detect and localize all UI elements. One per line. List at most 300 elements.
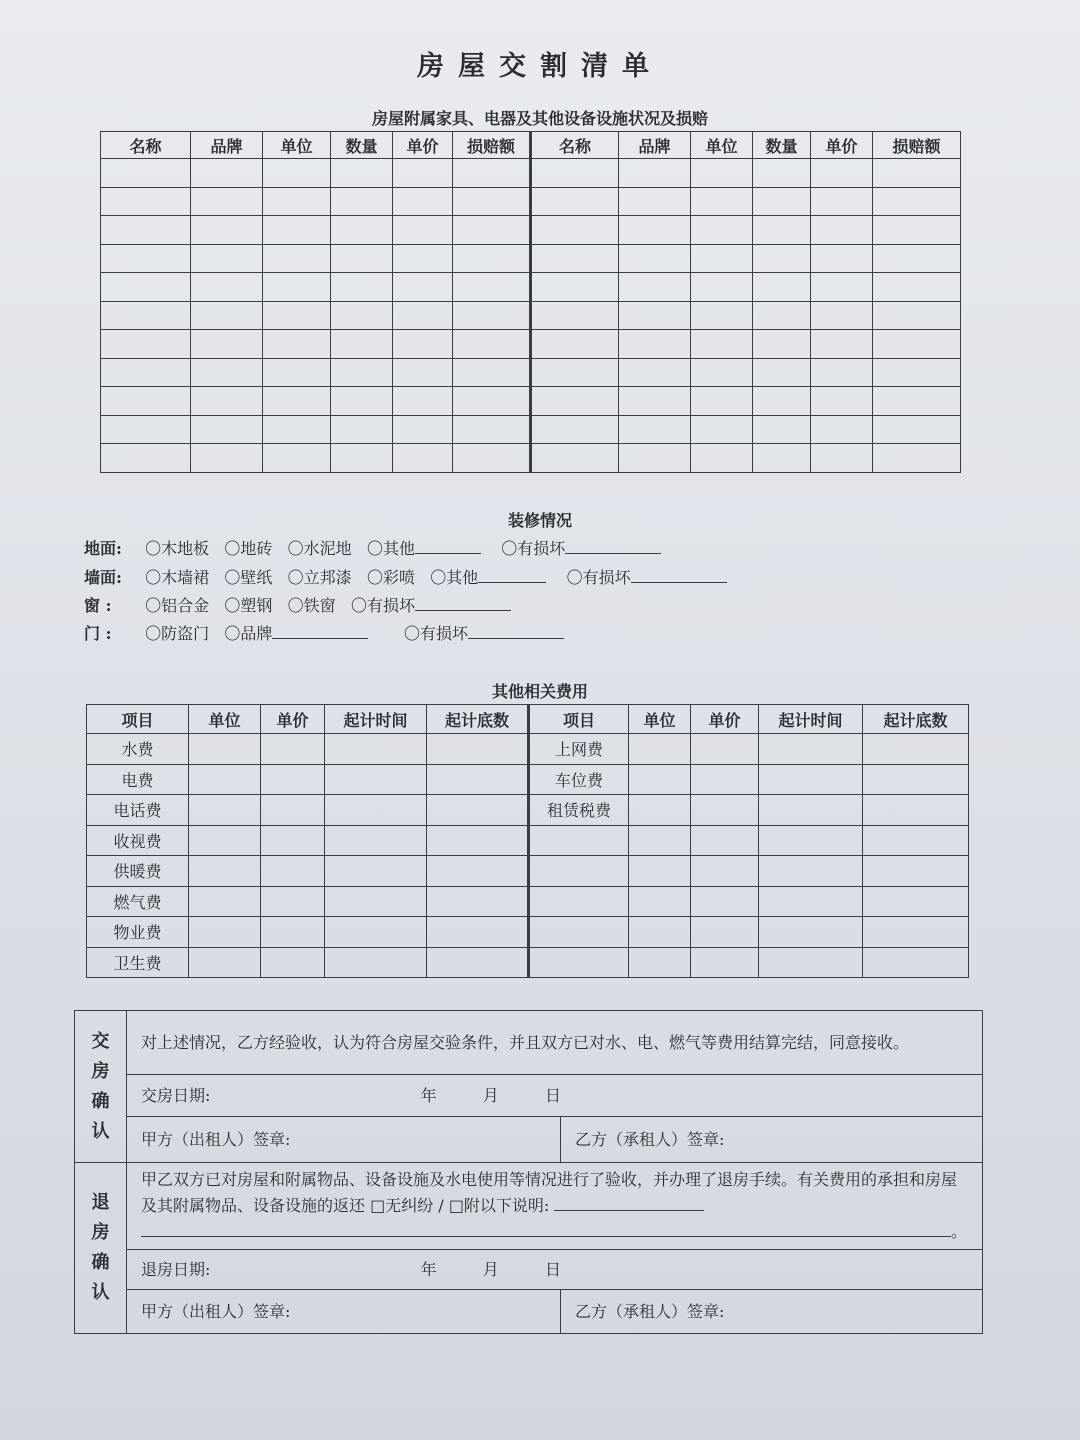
fee-cell[interactable] <box>759 886 863 917</box>
furniture-cell[interactable] <box>453 301 531 330</box>
window-label: 窗 : <box>84 596 112 615</box>
fee-item-name: 电费 <box>87 764 189 795</box>
wall-label: 墙面: <box>84 568 122 587</box>
fee-cell[interactable] <box>325 917 427 948</box>
col-header: 项目 <box>529 705 629 734</box>
col-header: 品牌 <box>619 132 691 159</box>
fees-row <box>87 764 969 795</box>
furniture-cell[interactable] <box>393 216 453 245</box>
furniture-cell[interactable] <box>691 444 753 473</box>
fee-cell[interactable] <box>261 825 325 856</box>
fee-cell[interactable] <box>325 734 427 765</box>
furniture-cell[interactable] <box>531 244 619 273</box>
day-label: 日 <box>545 1085 562 1105</box>
fee-cell[interactable] <box>325 825 427 856</box>
fee-cell[interactable] <box>189 947 261 978</box>
fee-cell[interactable] <box>863 795 969 826</box>
col-header: 单价 <box>811 132 873 159</box>
furniture-cell[interactable] <box>191 330 263 359</box>
furniture-cell[interactable] <box>453 358 531 387</box>
fee-cell[interactable] <box>261 764 325 795</box>
window-row <box>84 593 511 616</box>
furniture-cell[interactable] <box>531 301 619 330</box>
fee-cell[interactable] <box>863 917 969 948</box>
fee-cell[interactable] <box>863 947 969 978</box>
fee-cell[interactable] <box>691 825 759 856</box>
furniture-row <box>101 387 961 416</box>
furniture-cell[interactable] <box>331 415 393 444</box>
end-mark: 。 <box>951 1222 968 1241</box>
furniture-cell[interactable] <box>263 273 331 302</box>
checkout-date-row <box>127 1250 983 1290</box>
col-header: 单价 <box>691 705 759 734</box>
furniture-cell[interactable] <box>331 444 393 473</box>
window-option-pvc[interactable]: 〇塑钢 <box>224 596 273 615</box>
fee-item-name: 物业费 <box>87 917 189 948</box>
page-title: 房屋交割清单 <box>417 51 663 82</box>
furniture-row <box>101 187 961 216</box>
furniture-cell[interactable] <box>331 387 393 416</box>
furniture-cell[interactable] <box>101 301 191 330</box>
furniture-cell[interactable] <box>691 330 753 359</box>
fee-cell[interactable] <box>629 886 691 917</box>
furniture-cell[interactable] <box>753 387 811 416</box>
furniture-cell[interactable] <box>531 444 619 473</box>
fee-cell[interactable] <box>325 764 427 795</box>
col-header: 单位 <box>629 705 691 734</box>
furniture-cell[interactable] <box>263 187 331 216</box>
furniture-cell[interactable] <box>691 301 753 330</box>
fee-cell[interactable] <box>427 856 529 887</box>
furniture-cell[interactable] <box>873 273 961 302</box>
furniture-cell[interactable] <box>873 244 961 273</box>
wall-option-wainscot[interactable]: 〇木墙裙 <box>145 568 210 587</box>
furniture-cell[interactable] <box>263 216 331 245</box>
fees-row <box>87 886 969 917</box>
blank-line[interactable] <box>554 1196 704 1211</box>
fee-cell[interactable] <box>691 764 759 795</box>
fee-cell[interactable] <box>863 825 969 856</box>
door-row <box>84 621 564 644</box>
furniture-cell[interactable] <box>263 301 331 330</box>
window-option-iron[interactable]: 〇铁窗 <box>287 596 336 615</box>
furniture-cell[interactable] <box>873 415 961 444</box>
furniture-cell[interactable] <box>101 330 191 359</box>
furniture-cell[interactable] <box>101 244 191 273</box>
furniture-header-row <box>101 132 961 159</box>
fee-cell[interactable] <box>629 947 691 978</box>
fee-cell[interactable] <box>261 795 325 826</box>
floor-option-wood[interactable]: 〇木地板 <box>145 539 210 558</box>
furniture-cell[interactable] <box>453 415 531 444</box>
fee-cell[interactable] <box>863 886 969 917</box>
furniture-cell[interactable] <box>811 187 873 216</box>
blank-line[interactable] <box>468 624 564 639</box>
fee-item-name: 车位费 <box>529 764 629 795</box>
furniture-cell[interactable] <box>101 187 191 216</box>
furniture-cell[interactable] <box>191 216 263 245</box>
furniture-cell[interactable] <box>263 159 331 188</box>
fee-cell[interactable] <box>427 886 529 917</box>
door-label: 门 : <box>84 624 112 643</box>
furniture-cell[interactable] <box>531 358 619 387</box>
furniture-cell[interactable] <box>331 244 393 273</box>
furniture-cell[interactable] <box>873 187 961 216</box>
checkout-side-label: 退 房 确 认 <box>75 1163 127 1334</box>
furniture-cell[interactable] <box>531 387 619 416</box>
furniture-cell[interactable] <box>263 415 331 444</box>
furniture-cell[interactable] <box>873 444 961 473</box>
checkout-party-a-signature[interactable]: 甲方（出租人）签章: <box>127 1290 561 1334</box>
blank-line[interactable] <box>141 1222 951 1237</box>
furniture-cell[interactable] <box>619 387 691 416</box>
fee-cell[interactable] <box>189 764 261 795</box>
furniture-cell[interactable] <box>691 415 753 444</box>
furniture-cell[interactable] <box>811 273 873 302</box>
fee-cell[interactable] <box>759 764 863 795</box>
fee-item-name: 电话费 <box>87 795 189 826</box>
fee-item-name: 收视费 <box>87 825 189 856</box>
fee-cell[interactable] <box>691 886 759 917</box>
blank-line[interactable] <box>415 539 481 554</box>
fee-item-name <box>529 917 629 948</box>
col-header: 品牌 <box>191 132 263 159</box>
fee-cell[interactable] <box>759 795 863 826</box>
furniture-cell[interactable] <box>453 273 531 302</box>
decoration-heading: 装修情况 <box>507 511 572 530</box>
fee-cell[interactable] <box>629 795 691 826</box>
furniture-row <box>101 159 961 188</box>
door-option-damaged[interactable]: 〇有损坏 <box>404 624 469 643</box>
furniture-cell[interactable] <box>191 244 263 273</box>
furniture-cell[interactable] <box>263 444 331 473</box>
handover-date-row <box>127 1075 983 1117</box>
furniture-cell[interactable] <box>753 415 811 444</box>
fee-item-name: 供暖费 <box>87 856 189 887</box>
fee-cell[interactable] <box>759 947 863 978</box>
furniture-cell[interactable] <box>811 387 873 416</box>
furniture-cell[interactable] <box>691 273 753 302</box>
furniture-cell[interactable] <box>191 159 263 188</box>
furniture-cell[interactable] <box>453 387 531 416</box>
furniture-cell[interactable] <box>691 387 753 416</box>
furniture-cell[interactable] <box>101 415 191 444</box>
furniture-row <box>101 444 961 473</box>
furniture-cell[interactable] <box>393 330 453 359</box>
fee-cell[interactable] <box>629 764 691 795</box>
window-option-aluminum[interactable]: 〇铝合金 <box>145 596 210 615</box>
furniture-cell[interactable] <box>191 301 263 330</box>
furniture-cell[interactable] <box>101 358 191 387</box>
furniture-cell[interactable] <box>531 159 619 188</box>
col-header: 起计底数 <box>863 705 969 734</box>
furniture-cell[interactable] <box>691 216 753 245</box>
furniture-cell[interactable] <box>873 216 961 245</box>
furniture-cell[interactable] <box>453 159 531 188</box>
fee-cell[interactable] <box>189 856 261 887</box>
furniture-cell[interactable] <box>619 244 691 273</box>
handover-party-a-signature[interactable]: 甲方（出租人）签章: <box>127 1117 561 1163</box>
year-label: 年 <box>420 1259 437 1279</box>
furniture-cell[interactable] <box>331 301 393 330</box>
col-header: 起计底数 <box>427 705 529 734</box>
fee-cell[interactable] <box>629 856 691 887</box>
furniture-cell[interactable] <box>331 358 393 387</box>
fee-cell[interactable] <box>261 917 325 948</box>
furniture-cell[interactable] <box>873 387 961 416</box>
door-option-security[interactable]: 〇防盗门 <box>145 624 210 643</box>
furniture-cell[interactable] <box>393 187 453 216</box>
furniture-cell[interactable] <box>811 159 873 188</box>
floor-option-cement[interactable]: 〇水泥地 <box>287 539 352 558</box>
furniture-cell[interactable] <box>393 301 453 330</box>
col-header: 项目 <box>87 705 189 734</box>
fee-cell[interactable] <box>691 856 759 887</box>
fees-header-row <box>87 705 969 734</box>
fee-cell[interactable] <box>629 734 691 765</box>
fee-cell[interactable] <box>427 734 529 765</box>
furniture-cell[interactable] <box>811 330 873 359</box>
furniture-cell[interactable] <box>393 159 453 188</box>
furniture-cell[interactable] <box>811 444 873 473</box>
furniture-cell[interactable] <box>619 216 691 245</box>
blank-line[interactable] <box>631 568 727 583</box>
furniture-cell[interactable] <box>753 244 811 273</box>
col-header: 单价 <box>261 705 325 734</box>
furniture-cell[interactable] <box>531 187 619 216</box>
furniture-cell[interactable] <box>453 244 531 273</box>
col-header: 起计时间 <box>325 705 427 734</box>
furniture-cell[interactable] <box>873 301 961 330</box>
fee-cell[interactable] <box>427 764 529 795</box>
fee-item-name: 上网费 <box>529 734 629 765</box>
furniture-cell[interactable] <box>811 301 873 330</box>
furniture-cell[interactable] <box>753 301 811 330</box>
furniture-cell[interactable] <box>453 216 531 245</box>
furniture-cell[interactable] <box>263 330 331 359</box>
wall-option-spray[interactable]: 〇彩喷 <box>366 568 415 587</box>
furniture-cell[interactable] <box>753 216 811 245</box>
no-dispute-checkbox[interactable]: □无纠纷 <box>370 1196 434 1215</box>
furniture-row <box>101 358 961 387</box>
fee-cell[interactable] <box>325 795 427 826</box>
furniture-cell[interactable] <box>191 358 263 387</box>
furniture-cell[interactable] <box>531 415 619 444</box>
furniture-cell[interactable] <box>619 330 691 359</box>
fee-cell[interactable] <box>427 795 529 826</box>
col-header: 单价 <box>393 132 453 159</box>
furniture-cell[interactable] <box>753 358 811 387</box>
furniture-cell[interactable] <box>331 187 393 216</box>
furniture-cell[interactable] <box>101 216 191 245</box>
fees-table <box>86 704 969 978</box>
checkout-party-b-signature[interactable]: 乙方（承租人）签章: <box>561 1290 983 1334</box>
floor-label: 地面: <box>84 539 122 558</box>
furniture-cell[interactable] <box>619 358 691 387</box>
fees-row <box>87 947 969 978</box>
furniture-row <box>101 330 961 359</box>
wall-option-wallpaper[interactable]: 〇壁纸 <box>224 568 273 587</box>
furniture-cell[interactable] <box>811 358 873 387</box>
furniture-cell[interactable] <box>691 244 753 273</box>
fees-row <box>87 825 969 856</box>
furniture-cell[interactable] <box>873 358 961 387</box>
wall-option-paint[interactable]: 〇立邦漆 <box>287 568 352 587</box>
furniture-cell[interactable] <box>619 301 691 330</box>
fees-heading: 其他相关费用 <box>491 682 588 701</box>
fee-cell[interactable] <box>691 734 759 765</box>
furniture-cell[interactable] <box>811 415 873 444</box>
blank-line[interactable] <box>478 568 546 583</box>
furniture-cell[interactable] <box>101 159 191 188</box>
fees-row <box>87 734 969 765</box>
fee-cell[interactable] <box>759 825 863 856</box>
furniture-row <box>101 273 961 302</box>
fee-item-name: 卫生费 <box>87 947 189 978</box>
furniture-cell[interactable] <box>191 387 263 416</box>
furniture-cell[interactable] <box>393 273 453 302</box>
attach-note-checkbox[interactable]: □附以下说明: <box>448 1196 550 1215</box>
fee-cell[interactable] <box>691 795 759 826</box>
col-header: 损赔额 <box>453 132 531 159</box>
furniture-cell[interactable] <box>393 444 453 473</box>
furniture-cell[interactable] <box>753 159 811 188</box>
furniture-cell[interactable] <box>531 330 619 359</box>
col-header: 单位 <box>263 132 331 159</box>
furniture-cell[interactable] <box>619 444 691 473</box>
fee-cell[interactable] <box>691 917 759 948</box>
fee-cell[interactable] <box>261 856 325 887</box>
fee-cell[interactable] <box>759 734 863 765</box>
furniture-cell[interactable] <box>331 273 393 302</box>
furniture-cell[interactable] <box>393 244 453 273</box>
col-header: 名称 <box>101 132 191 159</box>
fee-cell[interactable] <box>427 947 529 978</box>
fee-cell[interactable] <box>189 734 261 765</box>
fee-cell[interactable] <box>629 917 691 948</box>
furniture-cell[interactable] <box>263 358 331 387</box>
furniture-cell[interactable] <box>619 273 691 302</box>
furniture-cell[interactable] <box>331 330 393 359</box>
confirmation-table <box>74 1010 983 1334</box>
fee-cell[interactable] <box>261 734 325 765</box>
month-label: 月 <box>482 1085 499 1105</box>
furniture-cell[interactable] <box>619 159 691 188</box>
furniture-cell[interactable] <box>393 387 453 416</box>
furniture-cell[interactable] <box>453 187 531 216</box>
handover-side-label: 交 房 确 认 <box>75 1011 127 1163</box>
furniture-cell[interactable] <box>393 415 453 444</box>
furniture-cell[interactable] <box>331 216 393 245</box>
fee-cell[interactable] <box>189 917 261 948</box>
separator: / <box>438 1196 444 1215</box>
furniture-cell[interactable] <box>531 273 619 302</box>
fee-cell[interactable] <box>863 734 969 765</box>
day-label: 日 <box>545 1259 562 1279</box>
furniture-cell[interactable] <box>753 330 811 359</box>
furniture-cell[interactable] <box>873 159 961 188</box>
fee-cell[interactable] <box>325 856 427 887</box>
fees-row <box>87 795 969 826</box>
furniture-cell[interactable] <box>393 358 453 387</box>
furniture-cell[interactable] <box>331 159 393 188</box>
furniture-cell[interactable] <box>101 444 191 473</box>
fee-cell[interactable] <box>189 886 261 917</box>
furniture-cell[interactable] <box>619 187 691 216</box>
furniture-cell[interactable] <box>453 330 531 359</box>
furniture-cell[interactable] <box>191 273 263 302</box>
month-label: 月 <box>482 1259 499 1279</box>
furniture-cell[interactable] <box>811 216 873 245</box>
fee-cell[interactable] <box>189 825 261 856</box>
fee-cell[interactable] <box>325 947 427 978</box>
floor-option-damaged[interactable]: 〇有损坏 <box>501 539 566 558</box>
fee-cell[interactable] <box>863 856 969 887</box>
furniture-cell[interactable] <box>101 387 191 416</box>
furniture-cell[interactable] <box>619 415 691 444</box>
furniture-row <box>101 301 961 330</box>
fee-cell[interactable] <box>759 917 863 948</box>
furniture-cell[interactable] <box>753 444 811 473</box>
col-header: 数量 <box>331 132 393 159</box>
furniture-cell[interactable] <box>691 187 753 216</box>
fee-cell[interactable] <box>325 886 427 917</box>
fee-cell[interactable] <box>427 917 529 948</box>
furniture-cell[interactable] <box>753 273 811 302</box>
wall-row <box>84 565 727 588</box>
furniture-cell[interactable] <box>101 273 191 302</box>
furniture-cell[interactable] <box>691 358 753 387</box>
floor-option-other[interactable]: 〇其他 <box>366 539 415 558</box>
furniture-cell[interactable] <box>191 444 263 473</box>
handover-party-b-signature[interactable]: 乙方（承租人）签章: <box>561 1117 983 1163</box>
window-option-damaged[interactable]: 〇有损坏 <box>350 596 415 615</box>
fee-item-name: 水费 <box>87 734 189 765</box>
furniture-cell[interactable] <box>811 244 873 273</box>
wall-option-damaged[interactable]: 〇有损坏 <box>566 568 631 587</box>
wall-option-other[interactable]: 〇其他 <box>430 568 479 587</box>
fee-cell[interactable] <box>261 947 325 978</box>
furniture-cell[interactable] <box>191 187 263 216</box>
fee-cell[interactable] <box>261 886 325 917</box>
furniture-cell[interactable] <box>531 216 619 245</box>
furniture-heading: 房屋附属家具、电器及其他设备设施状况及损赔 <box>371 109 708 128</box>
checkout-statement-cell <box>127 1163 983 1250</box>
fee-item-name <box>529 886 629 917</box>
blank-line[interactable] <box>565 539 661 554</box>
fee-item-name <box>529 856 629 887</box>
furniture-row <box>101 216 961 245</box>
furniture-cell[interactable] <box>263 387 331 416</box>
fee-cell[interactable] <box>863 764 969 795</box>
blank-line[interactable] <box>272 624 368 639</box>
fee-cell[interactable] <box>427 825 529 856</box>
furniture-cell[interactable] <box>191 415 263 444</box>
fee-cell[interactable] <box>629 825 691 856</box>
furniture-cell[interactable] <box>691 159 753 188</box>
door-option-brand[interactable]: 〇品牌 <box>224 624 273 643</box>
floor-option-tile[interactable]: 〇地砖 <box>224 539 273 558</box>
furniture-cell[interactable] <box>873 330 961 359</box>
blank-line[interactable] <box>415 596 511 611</box>
fee-cell[interactable] <box>759 856 863 887</box>
fee-cell[interactable] <box>189 795 261 826</box>
fee-cell[interactable] <box>691 947 759 978</box>
furniture-cell[interactable] <box>753 187 811 216</box>
handover-statement: 对上述情况，乙方经验收，认为符合房屋交验条件，并且双方已对水、电、燃气等费用结算完结，同意接收。 <box>127 1011 983 1075</box>
furniture-cell[interactable] <box>263 244 331 273</box>
furniture-cell[interactable] <box>453 444 531 473</box>
